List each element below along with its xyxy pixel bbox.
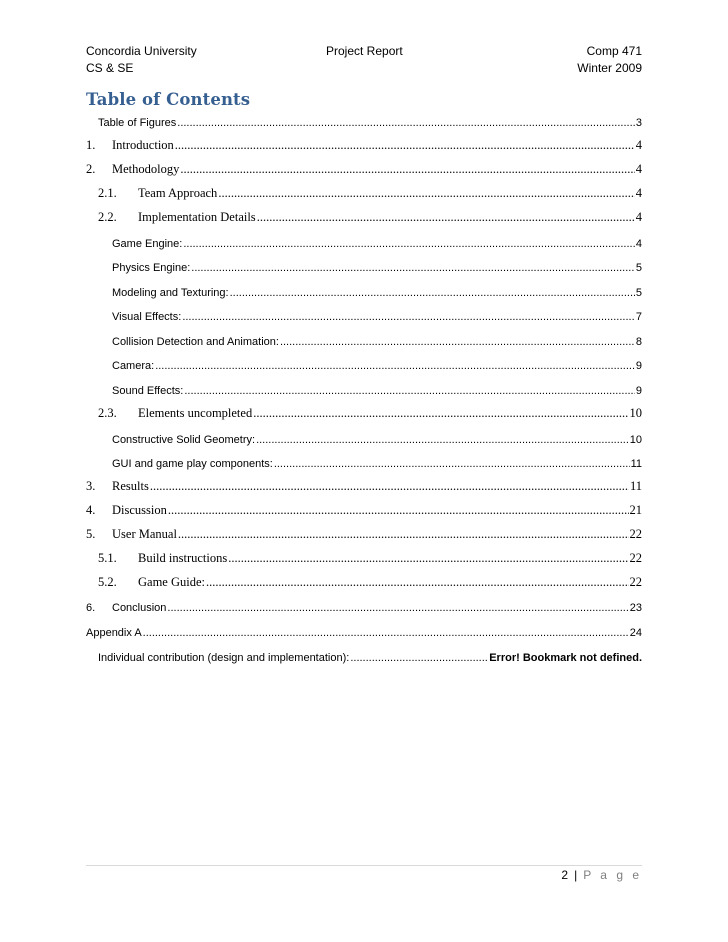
- toc-entry-text: Discussion: [112, 503, 167, 517]
- toc-leader-dots: [168, 503, 629, 518]
- toc-entry-text: Appendix A: [86, 627, 142, 639]
- toc-entry-implementation-details[interactable]: [0, 209, 728, 225]
- toc-entry-text: Introduction: [112, 138, 174, 152]
- toc-entry-page: 22: [629, 527, 642, 541]
- header-center: Project Report: [326, 44, 403, 58]
- toc-leader-dots: [280, 336, 635, 348]
- header-left-line1: Concordia University: [86, 44, 197, 58]
- toc-entry-number: 2.1.: [98, 186, 117, 200]
- toc-entry-text: Results: [112, 479, 149, 493]
- toc-entry-conclusion[interactable]: [0, 598, 728, 614]
- toc-entry-modeling-texturing[interactable]: [0, 283, 728, 299]
- toc-entry-individual-contribution[interactable]: [0, 648, 728, 664]
- toc-entry-page: 10: [629, 434, 642, 446]
- toc-leader-dots: [184, 385, 635, 397]
- toc-entry-text: User Manual: [112, 527, 177, 541]
- toc-entry-page: 4: [635, 138, 642, 152]
- toc-entry-number: 2.2.: [98, 210, 117, 224]
- toc-leader-dots: [182, 311, 635, 323]
- toc-leader-dots: [228, 551, 628, 566]
- toc-entry-page: 7: [635, 311, 642, 323]
- toc-entry-number: 5.: [86, 527, 96, 541]
- toc-entry-text: Collision Detection and Animation:: [112, 336, 279, 348]
- toc-entry-text: Constructive Solid Geometry:: [112, 434, 256, 446]
- toc-entry-text: Team Approach: [138, 186, 218, 200]
- toc-leader-dots: [274, 458, 630, 470]
- toc-entry-gui-gameplay[interactable]: [0, 454, 728, 470]
- toc-leader-dots: [150, 479, 629, 494]
- toc-leader-dots: [180, 162, 634, 177]
- toc-entry-text: Conclusion: [112, 602, 167, 614]
- toc-entry-introduction[interactable]: [0, 137, 728, 153]
- toc-entry-page: 9: [635, 385, 642, 397]
- toc-leader-dots: [175, 138, 635, 153]
- toc-entry-page: 4: [635, 238, 642, 250]
- toc-leader-dots: [191, 262, 635, 274]
- footer-divider: [86, 865, 642, 866]
- toc-entry-page: 10: [629, 406, 642, 420]
- toc-entry-page: 8: [635, 336, 642, 348]
- toc-entry-page: 22: [629, 551, 642, 565]
- toc-entry-csg[interactable]: [0, 430, 728, 446]
- toc-entry-page: 21: [629, 503, 642, 517]
- header-right-line2: Winter 2009: [577, 61, 642, 75]
- toc-entry-text: Game Engine:: [112, 238, 183, 250]
- toc-entry-page: 24: [629, 627, 642, 639]
- footer-page-number: 2: [561, 868, 569, 882]
- toc-entry-text: Build instructions: [138, 551, 228, 565]
- toc-entry-text: GUI and game play components:: [112, 458, 273, 470]
- toc-entry-team-approach[interactable]: [0, 185, 728, 201]
- toc-leader-dots: [230, 287, 635, 299]
- toc-entry-user-manual[interactable]: [0, 526, 728, 542]
- toc-leader-dots: [256, 434, 629, 446]
- toc-entry-number: 6.: [86, 602, 96, 614]
- toc-entry-game-guide[interactable]: [0, 574, 728, 590]
- toc-entry-appendix-a[interactable]: [0, 623, 728, 639]
- toc-entry-text: Methodology: [112, 162, 180, 176]
- toc-entry-page: 4: [635, 210, 642, 224]
- toc-entry-page: 11: [630, 458, 642, 470]
- toc-entry-page: 23: [629, 602, 642, 614]
- toc-leader-dots: [206, 575, 629, 590]
- toc-entry-number: 5.2.: [98, 575, 117, 589]
- toc-entry-results[interactable]: [0, 478, 728, 494]
- toc-entry-text: Game Guide:: [138, 575, 205, 589]
- footer-separator: |: [574, 868, 578, 882]
- toc-entry-page: 9: [635, 360, 642, 372]
- toc-entry-page: 5: [635, 287, 642, 299]
- toc-leader-dots: [183, 238, 635, 250]
- toc-entry-page: 11: [629, 479, 642, 493]
- toc-leader-dots: [350, 652, 488, 664]
- toc-leader-dots: [218, 186, 634, 201]
- toc-entry-number: 2.: [86, 162, 96, 176]
- toc-leader-dots: [155, 360, 635, 372]
- footer: [561, 868, 642, 882]
- toc-entry-text: Elements uncompleted: [138, 406, 253, 420]
- toc-leader-dots: [167, 602, 628, 614]
- toc-entry-number: 5.1.: [98, 551, 117, 565]
- toc-leader-dots: [177, 117, 635, 129]
- toc-entry-game-engine[interactable]: [0, 234, 728, 250]
- toc-entry-number: 4.: [86, 503, 96, 517]
- header-right-line1: Comp 471: [586, 44, 642, 58]
- toc-entry-camera[interactable]: [0, 356, 728, 372]
- toc-leader-dots: [143, 627, 629, 639]
- toc-entry-text: Table of Figures: [98, 117, 177, 129]
- toc-entry-page: 3: [635, 117, 642, 129]
- toc-entry-page: 5: [635, 262, 642, 274]
- toc-entry-number: 2.3.: [98, 406, 117, 420]
- toc-entry-text: Sound Effects:: [112, 385, 184, 397]
- toc-title: Table of Contents: [86, 90, 251, 109]
- toc-entry-page-error: Error! Bookmark not defined.: [489, 652, 642, 664]
- toc-entry-text: Visual Effects:: [112, 311, 182, 323]
- toc-entry-number: 1.: [86, 138, 96, 152]
- toc-entry-text: Physics Engine:: [112, 262, 191, 274]
- toc-leader-dots: [257, 210, 635, 225]
- toc-entry-page: 22: [629, 575, 642, 589]
- toc-entry-sound-effects[interactable]: [0, 381, 728, 397]
- toc-entry-text: Implementation Details: [138, 210, 256, 224]
- toc-entry-physics-engine[interactable]: [0, 258, 728, 274]
- header-left-line2: CS & SE: [86, 61, 134, 75]
- toc-entry-collision-detection[interactable]: [0, 332, 728, 348]
- toc-entry-visual-effects[interactable]: [0, 307, 728, 323]
- toc-entry-number: 3.: [86, 479, 96, 493]
- toc-leader-dots: [178, 527, 629, 542]
- toc-entry-text: Modeling and Texturing:: [112, 287, 229, 299]
- footer-page-word: P a g e: [583, 868, 642, 882]
- toc-entry-methodology[interactable]: [0, 161, 728, 177]
- toc-entry-elements-uncompleted[interactable]: [0, 405, 728, 421]
- toc-entry-build-instructions[interactable]: [0, 550, 728, 566]
- toc-entry-text: Individual contribution (design and implementation):: [98, 652, 350, 664]
- toc-entry-page: 4: [635, 162, 642, 176]
- toc-leader-dots: [253, 406, 628, 421]
- toc-entry-page: 4: [635, 186, 642, 200]
- toc-entry-table-of-figures[interactable]: [0, 113, 728, 129]
- toc-entry-text: Camera:: [112, 360, 155, 372]
- toc-entry-discussion[interactable]: [0, 502, 728, 518]
